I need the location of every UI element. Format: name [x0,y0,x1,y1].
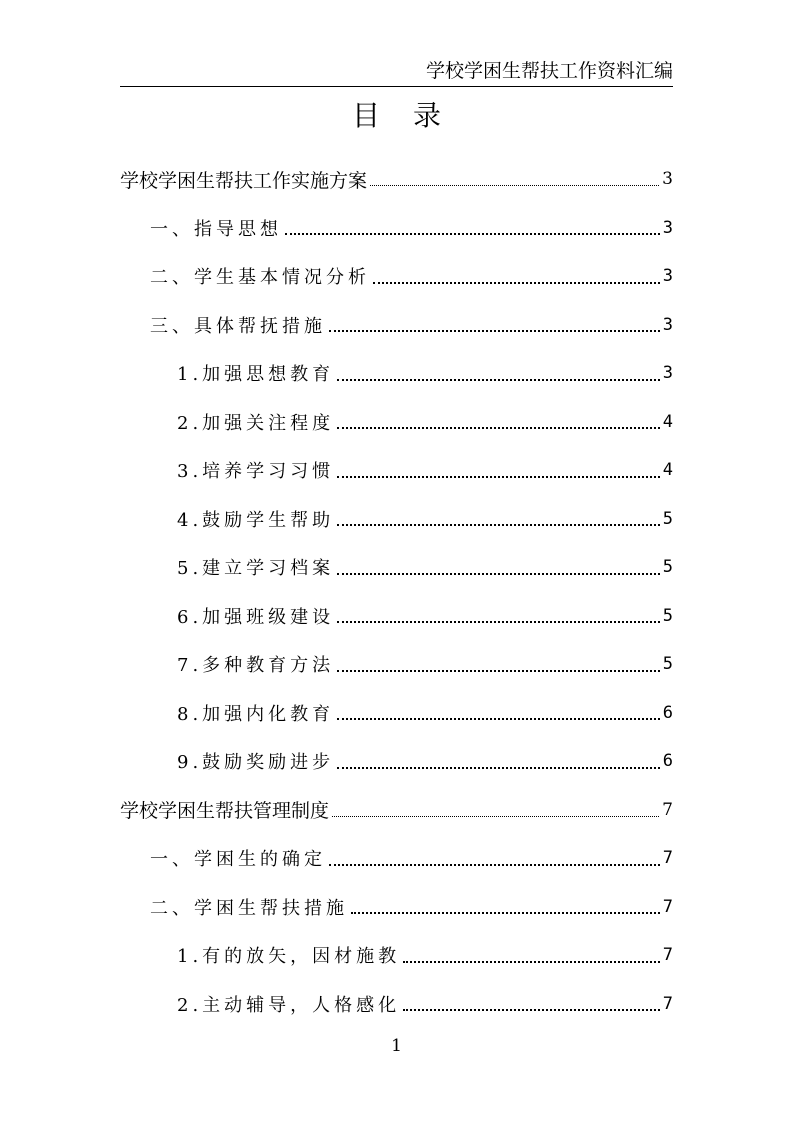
toc-leader-dots [332,815,659,817]
toc-entry[interactable] [120,398,673,447]
toc-leader-dots [337,717,660,720]
toc-leader-dots [403,960,660,963]
toc-entry[interactable] [120,204,673,253]
running-header: 学校学困生帮扶工作资料汇编 [120,56,673,87]
toc-entry-page: 3 [662,217,673,238]
toc-leader-dots [351,911,660,914]
toc-entry-page: 3 [662,314,673,335]
toc-leader-dots [370,184,659,186]
toc-entry-page: 7 [662,896,673,917]
toc-entry-label: 一、学困生的确定 [150,849,326,871]
toc-entry[interactable] [120,689,673,738]
toc-entry-page: 5 [662,654,673,675]
toc-leader-dots [337,572,660,575]
toc-entry[interactable] [120,252,673,301]
toc-entry[interactable] [120,592,673,641]
toc-leader-dots [285,232,660,235]
toc-entry[interactable] [120,446,673,495]
toc-entry[interactable] [120,931,673,980]
toc-entry-label: 7.多种教育方法 [177,655,335,677]
page-title: 目 录 [352,99,453,132]
toc-entry[interactable] [120,301,673,350]
toc-entry[interactable] [120,543,673,592]
toc-entry-label: 二、学生基本情况分析 [150,267,370,289]
toc-leader-dots [329,863,660,866]
toc-entry-label: 5.建立学习档案 [177,558,335,580]
toc-entry-page: 5 [662,605,673,626]
toc-entry-page: 6 [662,751,673,772]
toc-entry-page: 5 [662,557,673,578]
toc-entry[interactable] [120,883,673,932]
toc-leader-dots [337,378,660,381]
toc-entry-label: 2.主动辅导，人格感化 [177,994,401,1016]
toc-entry-label: 8.加强内化教育 [177,703,335,725]
toc-entry-label: 2.加强关注程度 [177,412,335,434]
toc-leader-dots [373,281,660,284]
toc-entry-page: 3 [662,169,673,190]
toc-entry-page: 3 [662,363,673,384]
toc-entry-label: 学校学困生帮扶管理制度 [120,800,330,823]
toc-entry[interactable] [120,640,673,689]
toc-entry[interactable] [120,786,673,835]
table-of-contents [120,155,673,1028]
toc-entry-label: 学校学困生帮扶工作实施方案 [120,169,368,192]
toc-leader-dots [337,475,660,478]
toc-leader-dots [337,766,660,769]
toc-entry[interactable] [120,737,673,786]
toc-leader-dots [329,329,660,332]
toc-entry[interactable] [120,834,673,883]
toc-entry-page: 7 [662,848,673,869]
toc-entry[interactable] [120,980,673,1029]
toc-leader-dots [403,1008,660,1011]
toc-entry-label: 1.有的放矢，因材施教 [177,946,401,968]
toc-entry-page: 4 [662,460,673,481]
toc-entry-label: 9.鼓励奖励进步 [177,752,335,774]
toc-leader-dots [337,620,660,623]
toc-entry-page: 7 [662,799,673,820]
toc-entry-label: 1.加强思想教育 [177,364,335,386]
toc-leader-dots [337,669,660,672]
toc-leader-dots [337,426,660,429]
toc-entry[interactable] [120,495,673,544]
toc-entry[interactable] [120,349,673,398]
toc-entry-label: 3.培养学习习惯 [177,461,335,483]
toc-entry-label: 二、学困生帮扶措施 [150,897,348,919]
toc-entry-page: 4 [662,411,673,432]
toc-entry-label: 6.加强班级建设 [177,606,335,628]
toc-entry-page: 3 [662,266,673,287]
toc-entry-page: 6 [662,702,673,723]
toc-entry-page: 5 [662,508,673,529]
toc-entry[interactable] [120,155,673,204]
toc-leader-dots [337,523,660,526]
toc-entry-label: 4.鼓励学生帮助 [177,509,335,531]
toc-entry-label: 三、具体帮抚措施 [150,315,326,337]
toc-entry-page: 7 [662,993,673,1014]
toc-entry-label: 一、指导思想 [150,218,282,240]
page-number: 1 [391,1036,402,1056]
toc-entry-page: 7 [662,945,673,966]
